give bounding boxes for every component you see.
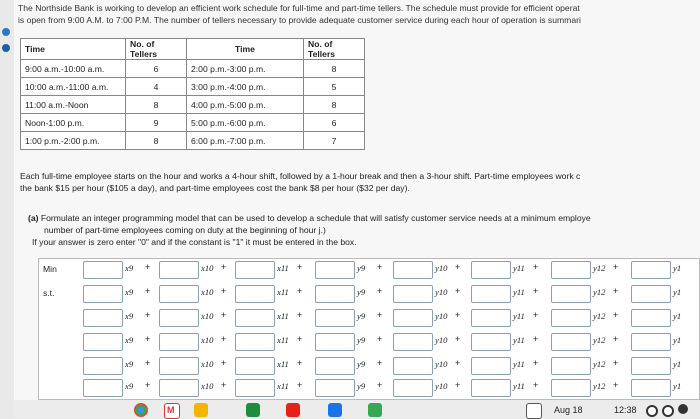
coefficient-input[interactable] [235, 309, 275, 327]
coefficient-input[interactable] [551, 379, 591, 397]
tellers-table [20, 38, 365, 150]
constraint-row [39, 355, 699, 377]
coefficient-input[interactable] [393, 285, 433, 303]
time-cell: 4:00 p.m.-5:00 p.m. [187, 96, 304, 114]
variable-label: x9 [125, 287, 134, 297]
variable-label: y1 [673, 263, 682, 273]
tellers-cell: 5 [304, 78, 365, 96]
table-row [21, 78, 365, 96]
tellers-cell: 6 [304, 114, 365, 132]
coefficient-input[interactable] [83, 309, 123, 327]
tellers-cell: 8 [304, 96, 365, 114]
constraint-row [39, 283, 699, 305]
coefficient-input[interactable] [235, 379, 275, 397]
variable-label: x11 [277, 335, 289, 345]
variable-label: x11 [277, 287, 289, 297]
variable-label: x10 [201, 335, 214, 345]
coefficient-input[interactable] [315, 379, 355, 397]
variable-label: x11 [277, 263, 289, 273]
play-icon[interactable] [368, 403, 382, 417]
variable-label: y12 [593, 287, 606, 297]
plus-sign: + [613, 334, 619, 344]
time-cell: 2:00 p.m.-3:00 p.m. [187, 60, 304, 78]
variable-label: y10 [435, 381, 448, 391]
variable-label: x10 [201, 359, 214, 369]
plus-sign: + [377, 286, 383, 296]
variable-label: y12 [593, 381, 606, 391]
coefficient-input[interactable] [235, 357, 275, 375]
tellers-cell: 8 [126, 96, 187, 114]
coefficient-input[interactable] [551, 309, 591, 327]
tellers-cell: 8 [304, 60, 365, 78]
variable-label: y1 [673, 311, 682, 321]
constraint-row [39, 307, 699, 329]
plus-sign: + [145, 310, 151, 320]
variable-label: y9 [357, 359, 366, 369]
date-text: Aug 18 [554, 405, 583, 415]
plus-sign: + [297, 358, 303, 368]
plus-sign: + [145, 334, 151, 344]
variable-label: y11 [513, 381, 525, 391]
variable-label: y10 [435, 263, 448, 273]
coefficient-input[interactable] [315, 285, 355, 303]
variable-label: x9 [125, 263, 134, 273]
variable-label: x10 [201, 263, 214, 273]
coefficient-input[interactable] [235, 261, 275, 279]
time-cell: 6:00 p.m.-7:00 p.m. [187, 132, 304, 150]
coefficient-input[interactable] [315, 261, 355, 279]
variable-label: y9 [357, 335, 366, 345]
coefficient-input[interactable] [471, 285, 511, 303]
plus-sign: + [297, 310, 303, 320]
variable-label: y11 [513, 263, 525, 273]
variable-label: y1 [673, 287, 682, 297]
variable-label: x11 [277, 311, 289, 321]
plus-sign: + [145, 358, 151, 368]
battery-icon[interactable] [662, 405, 674, 417]
plus-sign: + [221, 310, 227, 320]
header-time: Time [21, 39, 126, 60]
plus-sign: + [297, 286, 303, 296]
coefficient-input[interactable] [159, 333, 199, 351]
coefficient-input[interactable] [393, 309, 433, 327]
classroom-icon[interactable] [194, 403, 208, 417]
coefficient-input[interactable] [83, 357, 123, 375]
youtube-icon[interactable] [286, 403, 300, 417]
plus-sign: + [613, 262, 619, 272]
taskbar [14, 400, 700, 418]
coefficient-input[interactable] [315, 333, 355, 351]
row-label: s.t. [43, 288, 55, 298]
plus-sign: + [145, 380, 151, 390]
variable-label: y10 [435, 311, 448, 321]
coefficient-input[interactable] [393, 333, 433, 351]
plus-sign: + [455, 380, 461, 390]
tellers-cell: 6 [126, 60, 187, 78]
variable-label: x10 [201, 381, 214, 391]
variable-label: y10 [435, 287, 448, 297]
wifi-icon[interactable] [646, 405, 658, 417]
coefficient-input[interactable] [159, 357, 199, 375]
coefficient-input[interactable] [159, 309, 199, 327]
plus-sign: + [221, 262, 227, 272]
tellers-cell: 9 [126, 114, 187, 132]
plus-sign: + [455, 262, 461, 272]
question-note: If your answer is zero enter "0" and if the constant is "1" it must be entered in the box. [32, 237, 357, 247]
variable-label: x9 [125, 381, 134, 391]
coefficient-input[interactable] [631, 309, 671, 327]
time-cell: 1:00 p.m.-2:00 p.m. [21, 132, 126, 150]
plus-sign: + [221, 334, 227, 344]
plus-sign: + [455, 358, 461, 368]
coefficient-input[interactable] [471, 357, 511, 375]
coefficient-input[interactable] [83, 285, 123, 303]
variable-label: y12 [593, 335, 606, 345]
variable-label: x9 [125, 335, 134, 345]
variable-label: y12 [593, 311, 606, 321]
account-icon[interactable] [678, 404, 688, 414]
plus-sign: + [377, 310, 383, 320]
time-cell: 11:00 a.m.-Noon [21, 96, 126, 114]
plus-sign: + [455, 286, 461, 296]
variable-label: y9 [357, 311, 366, 321]
intro-line: The Northside Bank is working to develop an efficient work schedule for full-time and part-time tellers. The schedule must provide for efficient operat [18, 3, 580, 13]
plus-sign: + [297, 262, 303, 272]
time-cell: 9:00 a.m.-10:00 a.m. [21, 60, 126, 78]
para-line: Each full-time employee starts on the hour and works a 4-hour shift, followed by a 1-hour break and then a 3-hour shift. Part-time employees work c [20, 171, 581, 181]
plus-sign: + [613, 358, 619, 368]
table-row [21, 96, 365, 114]
coefficient-input[interactable] [393, 261, 433, 279]
plus-sign: + [533, 310, 539, 320]
plus-sign: + [533, 262, 539, 272]
coefficient-input[interactable] [631, 261, 671, 279]
row-label: Min [43, 264, 57, 274]
plus-sign: + [377, 262, 383, 272]
coefficient-input[interactable] [631, 357, 671, 375]
time-cell: Noon-1:00 p.m. [21, 114, 126, 132]
gmail-icon[interactable]: M [164, 403, 180, 419]
plus-sign: + [533, 358, 539, 368]
ip-model-form [38, 258, 700, 400]
plus-sign: + [221, 286, 227, 296]
status-dot [2, 44, 10, 52]
coefficient-input[interactable] [471, 379, 511, 397]
variable-label: y1 [673, 381, 682, 391]
question-label: (a) [28, 213, 39, 223]
variable-label: y11 [513, 359, 525, 369]
variable-label: x10 [201, 287, 214, 297]
coefficient-input[interactable] [159, 261, 199, 279]
table-header-row [21, 39, 365, 60]
coefficient-input[interactable] [551, 333, 591, 351]
variable-label: y9 [357, 381, 366, 391]
docs-icon[interactable] [328, 403, 342, 417]
para-line: the bank $15 per hour ($105 a day), and part-time employees cost the bank $8 per hour ($32 per day). [20, 183, 410, 193]
meet-icon[interactable] [246, 403, 260, 417]
coefficient-input[interactable] [551, 357, 591, 375]
coefficient-input[interactable] [315, 309, 355, 327]
variable-label: y9 [357, 263, 366, 273]
table-row [21, 132, 365, 150]
coefficient-input[interactable] [631, 333, 671, 351]
variable-label: y11 [513, 287, 525, 297]
plus-sign: + [455, 310, 461, 320]
variable-label: x9 [125, 311, 134, 321]
variable-label: y11 [513, 311, 525, 321]
header-tellers: No. of Tellers [126, 39, 187, 60]
coefficient-input[interactable] [159, 379, 199, 397]
coefficient-input[interactable] [471, 333, 511, 351]
intro-line: is open from 9:00 A.M. to 7:00 P.M. The number of tellers necessary to provide adequate customer service during each hour of operation is summari [18, 15, 581, 25]
plus-sign: + [297, 380, 303, 390]
plus-sign: + [377, 334, 383, 344]
plus-sign: + [455, 334, 461, 344]
plus-sign: + [377, 380, 383, 390]
header-time: Time [187, 39, 304, 60]
coefficient-input[interactable] [83, 261, 123, 279]
tellers-cell: 7 [304, 132, 365, 150]
plus-sign: + [221, 380, 227, 390]
coefficient-input[interactable] [235, 333, 275, 351]
plus-sign: + [613, 310, 619, 320]
header-tellers: No. of Tellers [304, 39, 365, 60]
plus-sign: + [613, 380, 619, 390]
plus-sign: + [533, 286, 539, 296]
variable-label: y11 [513, 335, 525, 345]
coefficient-input[interactable] [471, 261, 511, 279]
variable-label: y1 [673, 335, 682, 345]
question-line: Formulate an integer programming model that can be used to develop a schedule that will satisfy customer service needs at a minimum employe [38, 213, 591, 223]
plus-sign: + [533, 380, 539, 390]
question-line: number of part-time employees coming on duty at the beginning of hour j.) [44, 225, 326, 235]
time-cell: 10:00 a.m.-11:00 a.m. [21, 78, 126, 96]
variable-label: x9 [125, 359, 134, 369]
intro-text [18, 2, 698, 26]
constraint-row [39, 377, 699, 399]
plus-sign: + [377, 358, 383, 368]
coefficient-input[interactable] [393, 379, 433, 397]
variable-label: x11 [277, 359, 289, 369]
chrome-icon[interactable] [134, 403, 148, 417]
time-cell: 3:00 p.m.-4:00 p.m. [187, 78, 304, 96]
variable-label: y12 [593, 263, 606, 273]
table-row [21, 114, 365, 132]
coefficient-input[interactable] [551, 261, 591, 279]
question-a [28, 212, 696, 248]
coefficient-input[interactable] [83, 379, 123, 397]
coefficient-input[interactable] [393, 357, 433, 375]
clock-text: 12:38 [614, 405, 637, 415]
variable-label: x10 [201, 311, 214, 321]
coefficient-input[interactable] [631, 379, 671, 397]
plus-sign: + [145, 286, 151, 296]
tellers-cell: 8 [126, 132, 187, 150]
variable-label: x11 [277, 381, 289, 391]
table-row [21, 60, 365, 78]
plus-sign: + [221, 358, 227, 368]
plus-sign: + [297, 334, 303, 344]
constraint-row [39, 259, 699, 281]
coefficient-input[interactable] [83, 333, 123, 351]
plus-sign: + [613, 286, 619, 296]
coefficient-input[interactable] [551, 285, 591, 303]
screen-capture-icon[interactable] [526, 403, 542, 419]
time-cell: 5:00 p.m.-6:00 p.m. [187, 114, 304, 132]
status-dot [2, 28, 10, 36]
shift-description [20, 170, 696, 194]
variable-label: y10 [435, 359, 448, 369]
variable-label: y9 [357, 287, 366, 297]
tellers-cell: 4 [126, 78, 187, 96]
variable-label: y10 [435, 335, 448, 345]
plus-sign: + [145, 262, 151, 272]
plus-sign: + [533, 334, 539, 344]
coefficient-input[interactable] [235, 285, 275, 303]
constraint-row [39, 331, 699, 353]
coefficient-input[interactable] [315, 357, 355, 375]
coefficient-input[interactable] [471, 309, 511, 327]
variable-label: y12 [593, 359, 606, 369]
coefficient-input[interactable] [631, 285, 671, 303]
variable-label: y1 [673, 359, 682, 369]
question-panel [14, 0, 700, 418]
left-rail [0, 0, 14, 418]
coefficient-input[interactable] [159, 285, 199, 303]
